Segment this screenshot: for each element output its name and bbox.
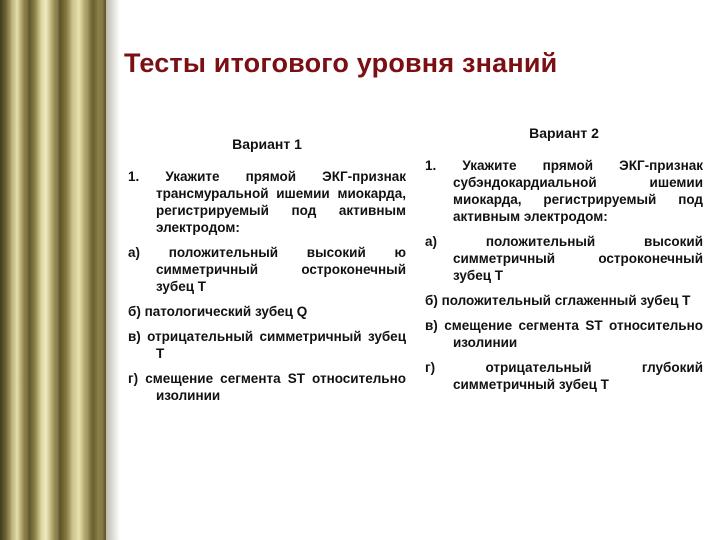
variant-2-heading: Вариант 2 xyxy=(529,125,599,141)
variant-2-answer-a: а) положительный высокий симметричный остроконечный зубец Т xyxy=(425,234,703,283)
variant-1-answer-d: г) смещение сегмента ST относительно изолинии xyxy=(128,371,406,403)
variant-1-answer-a: а) положительный высокий ю симметричный остроконечный зубец Т xyxy=(128,245,406,294)
variant-2-answer-c: в) смещение сегмента ST относительно изолинии xyxy=(425,318,703,350)
variant-1-answer-c: в) отрицательный симметричный зубец Т xyxy=(128,329,406,361)
variant-2-answer-d: г) отрицательный глубокий симметричный зубец Т xyxy=(425,360,703,392)
curtain-shadow xyxy=(106,0,120,540)
variant-2-column xyxy=(425,120,703,401)
variant-2-answer-b: б) положительный сглаженный зубец Т xyxy=(425,293,691,308)
page-title: Тесты итогового уровня знаний xyxy=(124,48,558,78)
variant-1-heading: Вариант 1 xyxy=(232,136,302,152)
variant-1-answer-b: б) патологический зубец Q xyxy=(128,304,308,319)
variant-1-question: 1. Укажите прямой ЭКГ-признак трансмуральной ишемии миокарда, регистрируемый под активным электродом: xyxy=(128,169,406,235)
gold-curtain-decoration xyxy=(0,0,106,540)
variant-2-question: 1. Укажите прямой ЭКГ-признак субэндокардиальной ишемии миокарда, регистрируемый под активным электродом: xyxy=(425,158,703,224)
variant-1-column xyxy=(128,120,406,412)
